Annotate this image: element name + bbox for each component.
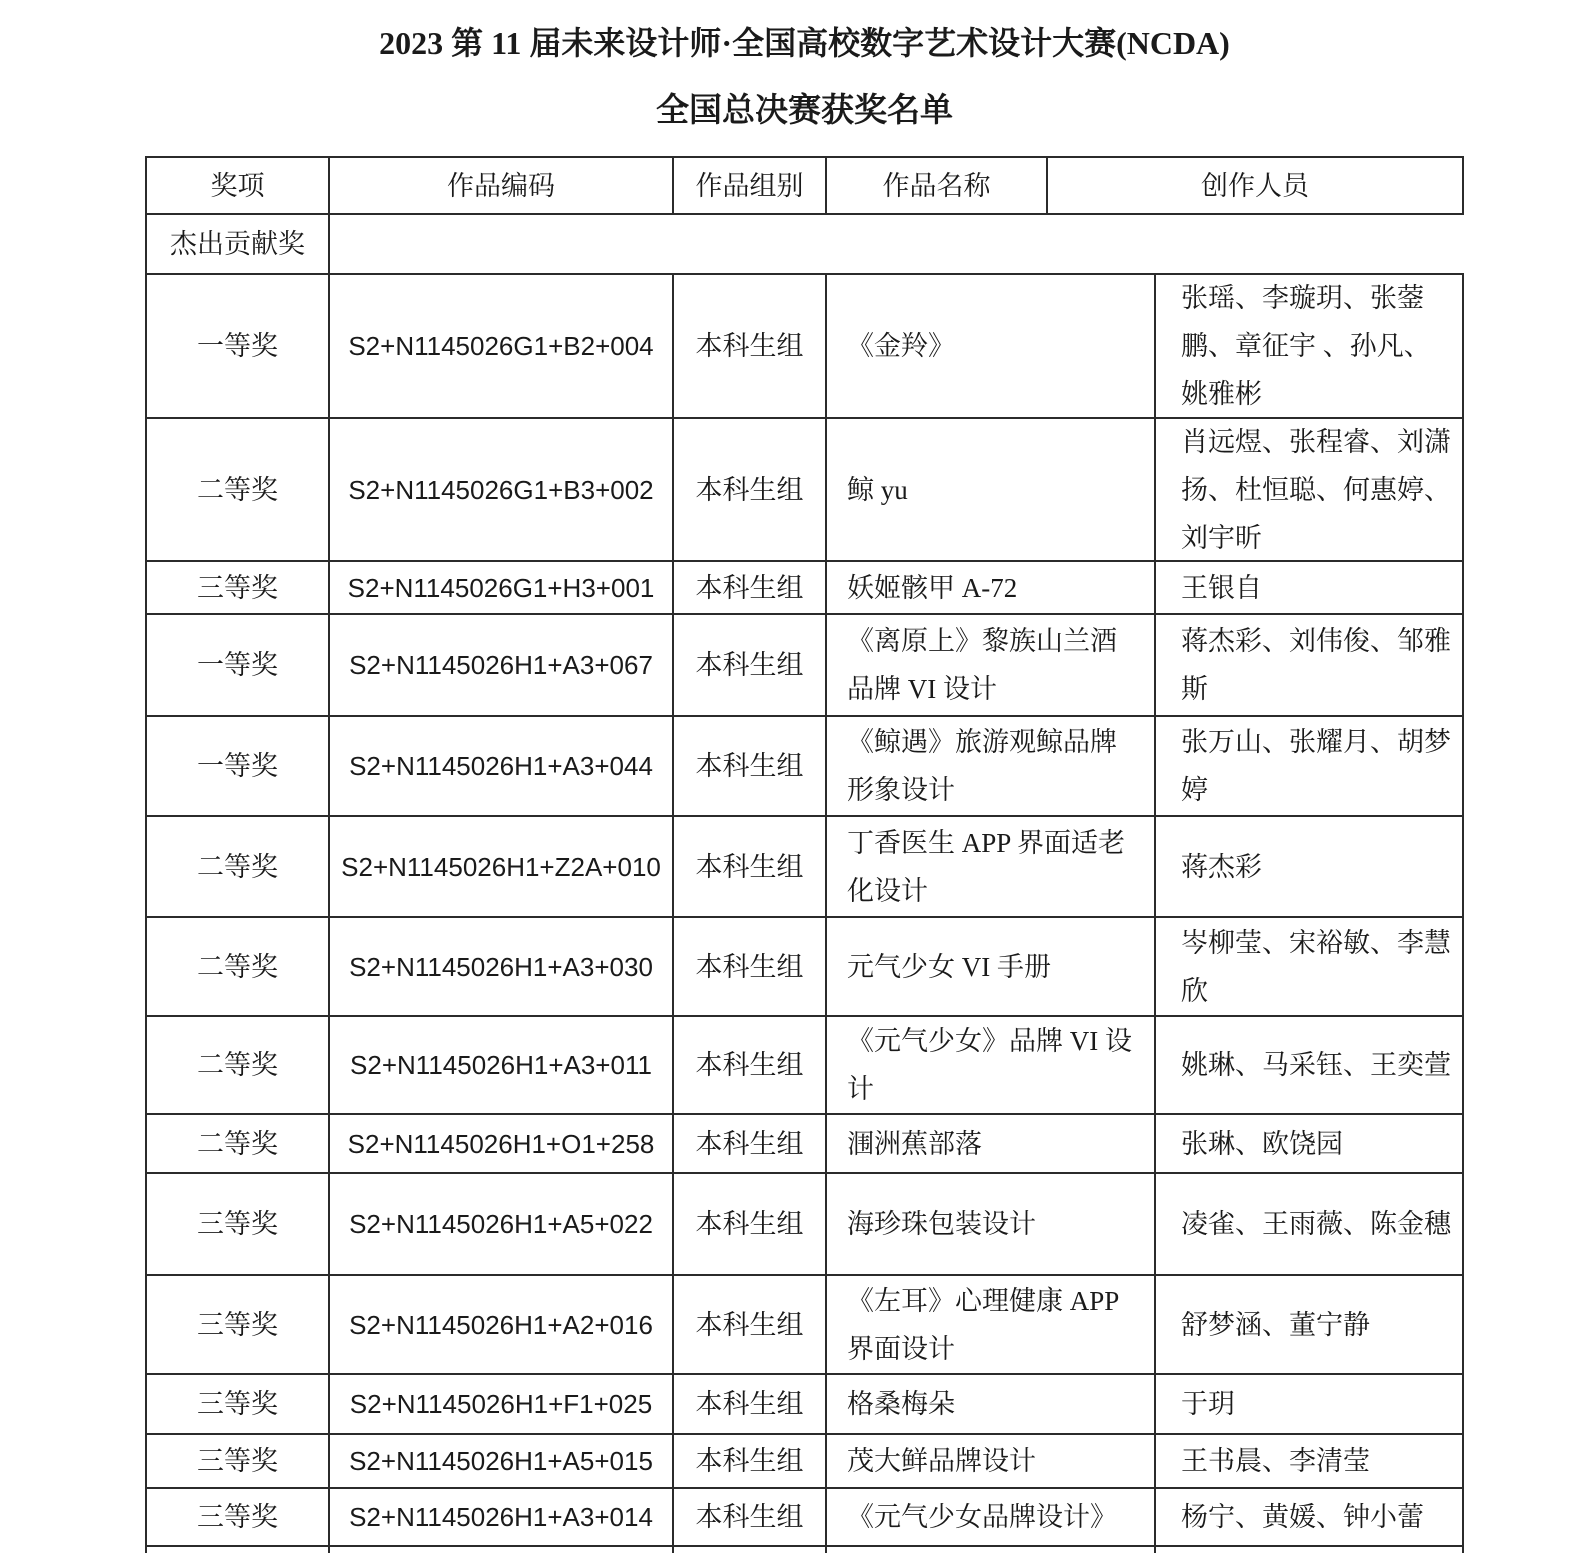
creators-cell-text: 杨宁、黄媛、钟小蕾 bbox=[1181, 1502, 1424, 1532]
work-cell-text: 《离原上》黎族山兰酒品牌 VI 设计 bbox=[847, 626, 1117, 704]
table-row bbox=[147, 419, 1464, 562]
code-cell-text: S2+N1145026H1+O1+258 bbox=[347, 1128, 655, 1159]
table-row bbox=[147, 1435, 1464, 1489]
award-cell bbox=[147, 918, 330, 1017]
awards-table bbox=[145, 156, 1464, 1553]
creators-cell bbox=[1156, 1276, 1464, 1375]
code-cell bbox=[330, 1115, 674, 1174]
partial-cell bbox=[674, 1547, 827, 1553]
code-cell bbox=[330, 615, 674, 717]
table-row bbox=[147, 717, 1464, 817]
award-cell-text: 二等奖 bbox=[197, 474, 278, 505]
header-cell-creators: 创作人员 bbox=[1048, 158, 1464, 215]
group-cell bbox=[674, 562, 827, 615]
creators-cell bbox=[1156, 717, 1464, 817]
award-cell-text: 三等奖 bbox=[197, 1446, 278, 1476]
award-cell bbox=[147, 1017, 330, 1115]
award-cell bbox=[147, 1375, 330, 1435]
group-cell-text: 本科生组 bbox=[695, 851, 804, 882]
group-cell bbox=[674, 1115, 827, 1174]
partial-cell bbox=[330, 1547, 674, 1553]
code-cell-text: S2+N1145026H1+A5+015 bbox=[349, 1446, 653, 1476]
work-cell-text: 鲸 yu bbox=[847, 474, 908, 505]
code-cell-text: S2+N1145026H1+A3+014 bbox=[349, 1502, 653, 1532]
creators-cell-text: 凌雀、王雨薇、陈金穗 bbox=[1181, 1209, 1451, 1239]
group-cell-text: 本科生组 bbox=[695, 751, 804, 781]
work-cell-text: 茂大鲜品牌设计 bbox=[847, 1446, 1036, 1476]
creators-cell-text: 姚琳、马采钰、王奕萱 bbox=[1181, 1050, 1451, 1080]
header-cell-work: 作品名称 bbox=[827, 158, 1048, 215]
group-cell bbox=[674, 918, 827, 1017]
table-row bbox=[147, 562, 1464, 615]
creators-cell bbox=[1156, 1375, 1464, 1435]
work-cell bbox=[827, 1435, 1156, 1489]
code-cell-text: S2+N1145026H1+A3+030 bbox=[349, 951, 653, 982]
doc-title: 2023 第 11 届未来设计师·全国高校数字艺术设计大赛(NCDA) bbox=[379, 25, 1230, 61]
award-cell-text: 一等奖 bbox=[197, 650, 278, 680]
header-cell-group: 作品组别 bbox=[674, 158, 827, 215]
award-cell bbox=[147, 562, 330, 615]
creators-cell bbox=[1156, 562, 1464, 615]
award-cell bbox=[147, 717, 330, 817]
group-cell-text: 本科生组 bbox=[695, 1309, 804, 1340]
code-cell bbox=[330, 717, 674, 817]
code-cell-text: S2+N1145026H1+A3+011 bbox=[350, 1050, 652, 1080]
group-cell-text: 本科生组 bbox=[695, 331, 804, 361]
code-cell bbox=[330, 1435, 674, 1489]
group-cell bbox=[674, 1276, 827, 1375]
doc-subtitle: 全国总决赛获奖名单 bbox=[656, 93, 953, 129]
creators-cell-text: 于玥 bbox=[1181, 1389, 1235, 1419]
code-cell bbox=[330, 1276, 674, 1375]
creators-cell bbox=[1156, 1115, 1464, 1174]
creators-cell-text: 蒋杰彩 bbox=[1181, 851, 1262, 882]
award-cell-text: 二等奖 bbox=[197, 951, 278, 982]
group-cell-text: 本科生组 bbox=[695, 1209, 804, 1239]
group-cell bbox=[674, 1375, 827, 1435]
creators-cell-text: 肖远煜、张程睿、刘潇扬、杜恒聪、何惠婷、刘宇昕 bbox=[1181, 426, 1451, 553]
partial-cell bbox=[827, 1547, 1156, 1553]
work-cell bbox=[827, 1375, 1156, 1435]
header-cell-award: 奖项 bbox=[147, 158, 330, 215]
award-cell bbox=[147, 1276, 330, 1375]
table-header-row bbox=[147, 158, 1464, 215]
work-cell-text: 丁香医生 APP 界面适老化设计 bbox=[847, 827, 1126, 906]
code-cell-text: S2+N1145026H1+A2+016 bbox=[349, 1309, 653, 1340]
work-cell-text: 元气少女 VI 手册 bbox=[847, 951, 1051, 982]
work-cell bbox=[827, 419, 1156, 562]
award-cell bbox=[147, 419, 330, 562]
award-cell-text: 三等奖 bbox=[197, 1309, 278, 1340]
work-cell bbox=[827, 717, 1156, 817]
code-cell bbox=[330, 918, 674, 1017]
creators-cell-text: 王银自 bbox=[1181, 572, 1262, 603]
award-cell-text: 三等奖 bbox=[197, 1209, 278, 1239]
table-row bbox=[147, 817, 1464, 918]
creators-cell-text: 舒梦涵、董宁静 bbox=[1181, 1309, 1370, 1340]
creators-cell-text: 张万山、张耀月、胡梦婷 bbox=[1181, 727, 1451, 805]
award-cell-text: 二等奖 bbox=[197, 851, 278, 882]
group-cell-text: 本科生组 bbox=[695, 951, 804, 982]
group-cell-text: 本科生组 bbox=[695, 1502, 804, 1532]
work-cell bbox=[827, 1489, 1156, 1547]
group-cell bbox=[674, 419, 827, 562]
award-cell bbox=[147, 817, 330, 918]
creators-cell bbox=[1156, 918, 1464, 1017]
code-cell bbox=[330, 1174, 674, 1276]
award-cell bbox=[147, 1115, 330, 1174]
group-cell-text: 本科生组 bbox=[695, 572, 804, 603]
group-cell bbox=[674, 615, 827, 717]
code-cell bbox=[330, 275, 674, 419]
work-cell bbox=[827, 1276, 1156, 1375]
work-cell bbox=[827, 817, 1156, 918]
work-cell-text: 《鲸遇》旅游观鲸品牌形象设计 bbox=[847, 727, 1117, 805]
table-row bbox=[147, 1174, 1464, 1276]
table-row bbox=[147, 918, 1464, 1017]
work-cell-text: 妖姬骸甲 A-72 bbox=[847, 572, 1018, 603]
creators-cell bbox=[1156, 615, 1464, 717]
special-award-cell: 杰出贡献奖 bbox=[147, 215, 330, 275]
award-cell-text: 一等奖 bbox=[197, 751, 278, 781]
code-cell-text: S2+N1145026G1+B2+004 bbox=[348, 331, 654, 361]
award-cell-text: 三等奖 bbox=[197, 572, 278, 603]
award-cell-text: 三等奖 bbox=[197, 1502, 278, 1532]
code-cell bbox=[330, 419, 674, 562]
work-cell bbox=[827, 562, 1156, 615]
award-cell bbox=[147, 1489, 330, 1547]
table-row bbox=[147, 1017, 1464, 1115]
code-cell-text: S2+N1145026H1+A3+044 bbox=[349, 751, 653, 781]
group-cell bbox=[674, 817, 827, 918]
work-cell-text: 《元气少女》品牌 VI 设计 bbox=[847, 1026, 1132, 1104]
creators-cell-text: 张琳、欧饶园 bbox=[1181, 1128, 1343, 1159]
group-cell bbox=[674, 275, 827, 419]
award-cell bbox=[147, 275, 330, 419]
group-cell bbox=[674, 717, 827, 817]
table-row bbox=[147, 615, 1464, 717]
work-cell bbox=[827, 918, 1156, 1017]
group-cell-text: 本科生组 bbox=[695, 474, 804, 505]
group-cell bbox=[674, 1435, 827, 1489]
code-cell bbox=[330, 1017, 674, 1115]
award-cell-text: 二等奖 bbox=[197, 1050, 278, 1080]
work-cell bbox=[827, 1115, 1156, 1174]
group-cell bbox=[674, 1017, 827, 1115]
creators-cell bbox=[1156, 419, 1464, 562]
creators-cell-text: 张瑶、李璇玥、张蓥鹏、章征宇 、孙凡、姚雅彬 bbox=[1181, 283, 1431, 409]
partial-cell bbox=[147, 1547, 330, 1553]
group-cell-text: 本科生组 bbox=[695, 1050, 804, 1080]
partial-cell bbox=[1156, 1547, 1464, 1553]
creators-cell bbox=[1156, 1017, 1464, 1115]
code-cell bbox=[330, 817, 674, 918]
code-cell bbox=[330, 1489, 674, 1547]
code-cell-text: S2+N1145026H1+A5+022 bbox=[349, 1209, 653, 1239]
creators-cell bbox=[1156, 817, 1464, 918]
table-body bbox=[147, 275, 1464, 1547]
work-cell-text: 《元气少女品牌设计》 bbox=[847, 1502, 1117, 1532]
award-cell bbox=[147, 615, 330, 717]
group-cell-text: 本科生组 bbox=[695, 1446, 804, 1476]
code-cell-text: S2+N1145026H1+Z2A+010 bbox=[341, 851, 661, 882]
code-cell-text: S2+N1145026H1+F1+025 bbox=[349, 1389, 653, 1419]
code-cell bbox=[330, 1375, 674, 1435]
group-cell bbox=[674, 1489, 827, 1547]
work-cell bbox=[827, 275, 1156, 419]
code-cell-text: S2+N1145026G1+H3+001 bbox=[347, 572, 655, 603]
code-cell-text: S2+N1145026G1+B3+002 bbox=[348, 474, 654, 505]
award-cell bbox=[147, 1435, 330, 1489]
special-award-row bbox=[147, 215, 1464, 275]
table-row bbox=[147, 1115, 1464, 1174]
code-cell-text: S2+N1145026H1+A3+067 bbox=[349, 650, 653, 680]
work-cell-text: 海珍珠包装设计 bbox=[847, 1209, 1036, 1239]
creators-cell-text: 岑柳莹、宋裕敏、李慧欣 bbox=[1181, 927, 1451, 1006]
work-cell-text: 《金羚》 bbox=[847, 331, 955, 361]
work-cell-text: 格桑梅朵 bbox=[847, 1389, 955, 1419]
work-cell bbox=[827, 615, 1156, 717]
award-cell-text: 二等奖 bbox=[197, 1128, 278, 1159]
work-cell-text: 涠洲蕉部落 bbox=[847, 1128, 982, 1159]
code-cell bbox=[330, 562, 674, 615]
group-cell-text: 本科生组 bbox=[695, 1128, 804, 1159]
creators-cell bbox=[1156, 1489, 1464, 1547]
table-row bbox=[147, 1489, 1464, 1547]
award-cell bbox=[147, 1174, 330, 1276]
creators-cell-text: 蒋杰彩、刘伟俊、邹雅斯 bbox=[1181, 626, 1451, 704]
table-row bbox=[147, 275, 1464, 419]
creators-cell-text: 王书晨、李清莹 bbox=[1181, 1446, 1370, 1476]
table-row bbox=[147, 1375, 1464, 1435]
award-cell-text: 一等奖 bbox=[197, 331, 278, 361]
work-cell bbox=[827, 1174, 1156, 1276]
special-award-empty-cell bbox=[330, 215, 1464, 275]
table-row bbox=[147, 1276, 1464, 1375]
header-cell-code: 作品编码 bbox=[330, 158, 674, 215]
work-cell bbox=[827, 1017, 1156, 1115]
partial-next-row bbox=[147, 1547, 1464, 1553]
group-cell-text: 本科生组 bbox=[695, 650, 804, 680]
creators-cell bbox=[1156, 1435, 1464, 1489]
work-cell-text: 《左耳》心理健康 APP 界面设计 bbox=[847, 1285, 1119, 1364]
group-cell bbox=[674, 1174, 827, 1276]
award-cell-text: 三等奖 bbox=[197, 1389, 278, 1419]
creators-cell bbox=[1156, 1174, 1464, 1276]
creators-cell bbox=[1156, 275, 1464, 419]
group-cell-text: 本科生组 bbox=[695, 1389, 804, 1419]
